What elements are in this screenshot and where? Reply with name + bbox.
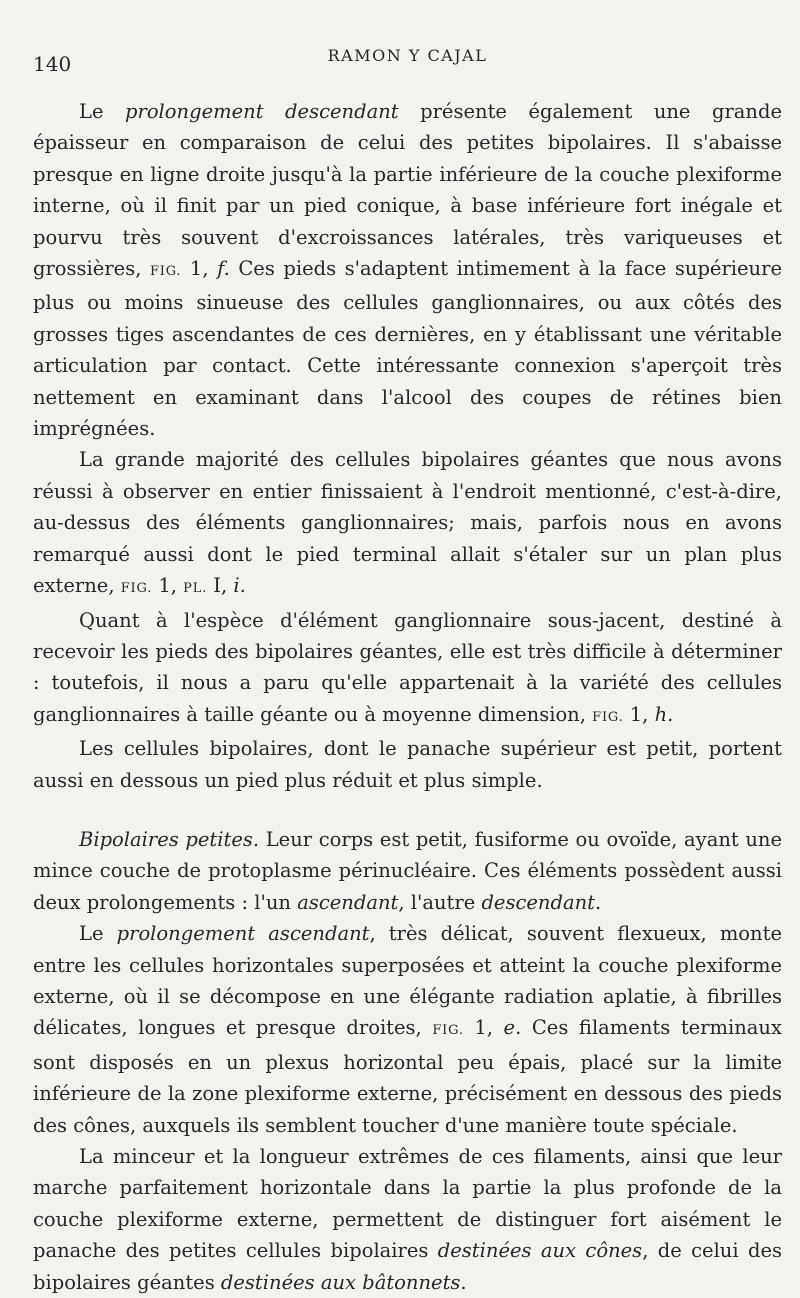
fig-ref: FIG.	[592, 709, 624, 725]
paragraph-4: Les cellules bipolaires, dont le panache supérieur est petit, portent aussi en dessous un pied plus réduit et plus simple.	[33, 737, 782, 792]
running-head: RAMON Y CAJAL	[327, 46, 488, 65]
page-number: 140	[33, 52, 72, 76]
paragraph-5: Bipolaires petites. Leur corps est petit, fusiforme ou ovoïde, ayant une mince couche de protoplasme périnucléaire. Ces éléments possèdent aussi deux prolongements : l'un ascendant, l'autre descendant.	[33, 827, 783, 914]
fig-ref: FIG.	[120, 581, 153, 597]
paragraph-7: La minceur et la longueur extrêmes de ces filaments, ainsi que leur marche parfaitement horizontale dans la partie la plus profonde de la couche plexiforme externe, permettent de distinguer fort aisément le panache des petites cellules bipolaires destinées aux cônes, de celui des bipolaires géantes destinées aux bâtonnets.	[33, 1145, 782, 1294]
fig-ref: FIG.	[432, 1023, 464, 1039]
paragraph-3: Quant à l'espèce d'élément ganglionnaire sous-jacent, destiné à recevoir les pieds des bipolaires géantes, elle est très difficile à déterminer : toutefois, il nous a paru qu'elle appartenait à la variété des cellules ganglionnaires à taille géante ou à moyenne dimension, FIG. 1, h.	[33, 608, 782, 726]
paragraph-1: Le prolongement descendant présente également une grande épaisseur en comparaison de celui des petites bipolaires. Il s'abaisse presque en ligne droite jusqu'à la partie inférieure de la couche plexiforme interne, où il finit par un pied conique, à base inférieure fort inégale et pourvu très souvent d'excroissances latérales, très variqueuses et grossières, FIG. 1, f. Ces pieds s'adaptent intimement à la face supérieure plus ou moins sinueuse des cellules ganglionnaires, ou aux côtés des grosses tiges ascendantes de ces dernières, en y établissant une véritable articulation par contact. Cette intéressante connexion s'aperçoit très nettement en examinant dans l'alcool des coupes de rétines bien imprégnées.	[33, 100, 782, 441]
fig-ref: FIG.	[149, 264, 182, 280]
plate-ref: PL.	[183, 581, 208, 597]
page-header	[33, 40, 782, 76]
body-text	[33, 96, 782, 1298]
paragraph-2: La grande majorité des cellules bipolaires géantes que nous avons réussi à observer en entier finissaient à l'endroit mentionné, c'est-à-dire, au-dessus des éléments ganglionnaires; mais, parfois nous en avons remarqué aussi dont le pied terminal allait s'étaler sur un plan plus externe, FIG. 1, PL. I, i.	[33, 448, 782, 598]
section-heading: Bipolaires petites.	[79, 827, 260, 851]
paragraph-6: Le prolongement ascendant, très délicat, souvent flexueux, monte entre les cellules horizontales superposées et atteint la couche plexiforme externe, où il se décompose en une élégante radiation aplatie, à fibrilles délicates, longues et presque droites, FIG. 1, e. Ces filaments terminaux sont disposés en un plexus horizontal peu épais, placé sur la limite inférieure de la zone plexiforme externe, précisément en dessous des pieds des cônes, auxquels ils semblent toucher d'une manière toute spéciale.	[33, 922, 782, 1137]
